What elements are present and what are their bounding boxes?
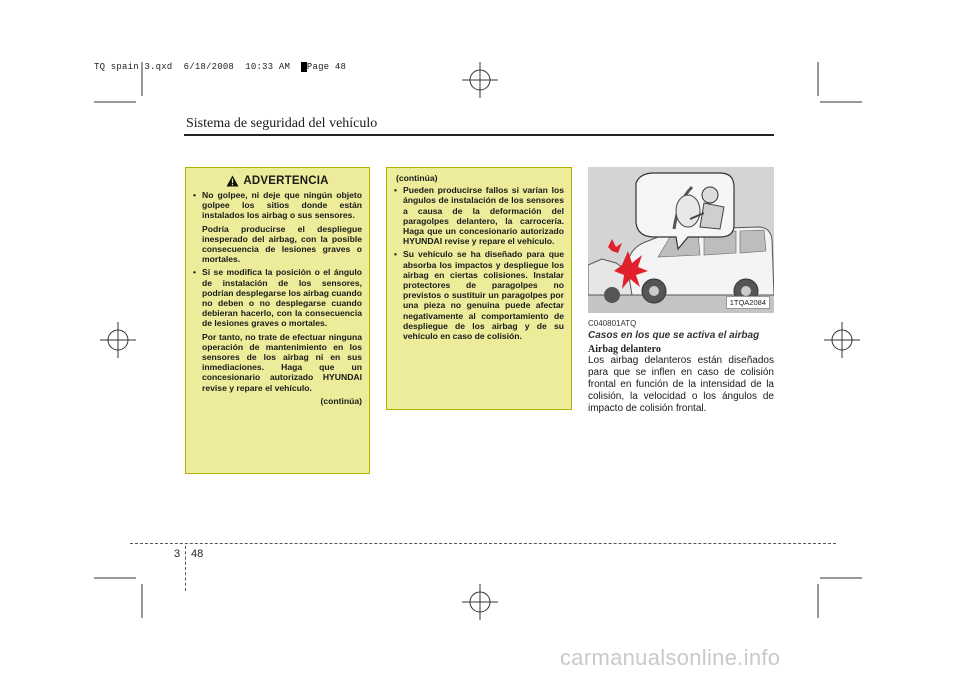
bullet: • [394,249,398,260]
section-title: Sistema de seguridad del vehículo [186,116,378,131]
warning-item [193,267,362,392]
body-paragraph: Los airbag delanteros están diseñados para que se inflen en caso de colisión frontal en función de la intensidad de la colisión, la velocidad o los ángulos de impacto de colisión frontal. [588,355,774,414]
footer-divider [185,546,186,591]
bullet: • [394,185,398,196]
figure-label: 1TQA2084 [726,296,770,309]
header-rule [184,134,774,136]
warning-item [394,185,564,246]
continued-label: (continúa) [320,395,362,406]
sub-subheading: Airbag delantero [588,344,661,355]
bullet: • [193,190,197,200]
warning-box [185,167,370,474]
continued-label: (continúa) [396,173,438,183]
warning-paragraph: Si se modifica la posición o el ángulo de instalación de los sensores, podrían desplegarse los airbag cuando no deben o no desplegarse cuando debieran hacerlo, con la consecuencia de lesiones graves o mortales. [202,267,362,329]
warning-heading [193,175,362,187]
subheading: Casos en los que se activa el airbag [588,330,760,341]
warning-item [394,249,564,341]
warning-paragraph: Pueden producirse fallos si varían los ángulos de instalación de los sensores a causa de la deformación del paragolpes delantero, la carrocería. Haga que un concesionario autorizado HYUNDAI revise y repare el vehículo. [403,185,564,247]
warning-item [193,190,362,264]
warning-paragraph: Por tanto, no trate de efectuar ninguna operación de mantenimiento en los sensores de los airbag ni en sus inmediaciones. Haga que un concesionario autorizado HYUNDAI revise y repare el vehículo. [202,331,362,393]
warning-paragraph: No golpee, ni deje que ningún objeto golpee los sitios donde están instalados los airbag o sus sensores. [202,190,362,221]
chapter-number: 3 [174,548,181,560]
bullet: • [193,267,197,278]
airbag-collision-illustration [588,167,774,313]
page-number: 48 [191,548,204,560]
print-slug: TQ spain 3.qxd 6/18/2008 10:33 AM Page 48 [94,62,347,72]
section-code: C040801ATQ [588,319,637,328]
warning-title: ADVERTENCIA [243,174,329,187]
footer-rule [130,543,836,544]
warning-paragraph: Podría producirse el despliegue inesperado del airbag, con la posible consecuencia de lesiones graves o mortales. [202,223,362,265]
collision-drawing [588,167,774,313]
watermark: carmanualsonline.info [560,645,781,670]
warning-triangle-icon [226,175,239,187]
warning-paragraph: Su vehículo se ha diseñado para que absorba los impactos y despliegue los airbag en ciertas colisiones. Instalar protectores de paragolpes no previstos o sustituir un paragolpes por una pieza no genuina puede afectar negativamente al comportamiento de despliegue de los airbag y de su vehículo en caso de colisión. [403,249,564,342]
continued-warning-box [386,167,572,410]
